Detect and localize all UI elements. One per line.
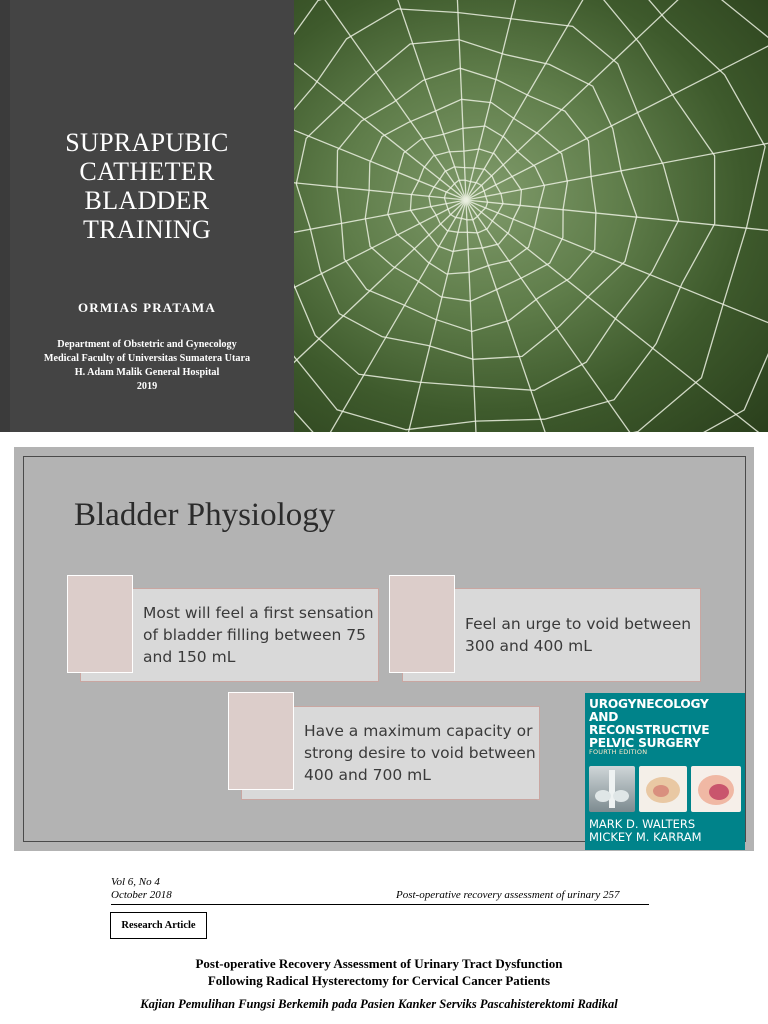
card-text: Feel an urge to void between 300 and 400 mL: [465, 615, 692, 655]
article-title-line: Following Radical Hysterectomy for Cervical Cancer Patients: [207, 973, 551, 988]
title-slide: [0, 0, 768, 432]
pelvis-illustration-icon: [639, 766, 687, 812]
affiliation-line: Department of Obstetric and Gynecology: [57, 339, 237, 350]
card-tab: [228, 692, 294, 790]
title-panel: [0, 0, 294, 432]
affiliation-block: [10, 338, 284, 394]
volume-info: Vol 6, No 4 October 2018: [111, 876, 172, 901]
presentation-title: SUPRAPUBIC CATHETER BLADDER TRAINING: [65, 128, 229, 244]
affiliation-line: H. Adam Malik General Hospital: [74, 367, 220, 378]
card-tab: [389, 575, 455, 673]
card-text: Have a maximum capacity or strong desire to void between 400 and 700 mL: [304, 722, 536, 784]
author-name: ORMIAS PRATAMA: [77, 300, 216, 315]
article-title: [100, 955, 658, 989]
book-authors: MARK D. WALTERS MICKEY M. KARRAM: [589, 817, 702, 844]
bladder-physiology-slide: [14, 447, 754, 851]
xray-image-icon: [589, 766, 635, 812]
book-cover: [585, 693, 745, 850]
running-head: Post-operative recovery assessment of urinary 257: [396, 889, 620, 901]
anatomy-illustration-icon: [691, 766, 741, 812]
card-text: Most will feel a first sensation of bladder filling between 75 and 150 mL: [143, 604, 374, 666]
slide-heading: Bladder Physiology: [74, 497, 336, 533]
book-title: UROGYNECOLOGY AND RECONSTRUCTIVE PELVIC SURGERY: [589, 697, 710, 750]
affiliation-line: Medical Faculty of Universitas Sumatera Utara: [43, 353, 251, 364]
affiliation-line: 2019: [136, 381, 158, 392]
book-edition: FOURTH EDITION: [589, 748, 648, 756]
spider-web-photo: [294, 0, 768, 432]
article-title-line: Post-operative Recovery Assessment of Urinary Tract Dysfunction: [195, 956, 563, 971]
panel-edge: [0, 0, 10, 432]
card-tab: [67, 575, 133, 673]
article-subtitle: Kajian Pemulihan Fungsi Berkemih pada Pasien Kanker Serviks Pascahisterektomi Radikal: [140, 997, 618, 1011]
article-type-badge: Research Article: [110, 912, 207, 939]
spider-web-icon: [294, 0, 768, 432]
header-rule: [111, 904, 649, 905]
article-header: [0, 860, 768, 1024]
